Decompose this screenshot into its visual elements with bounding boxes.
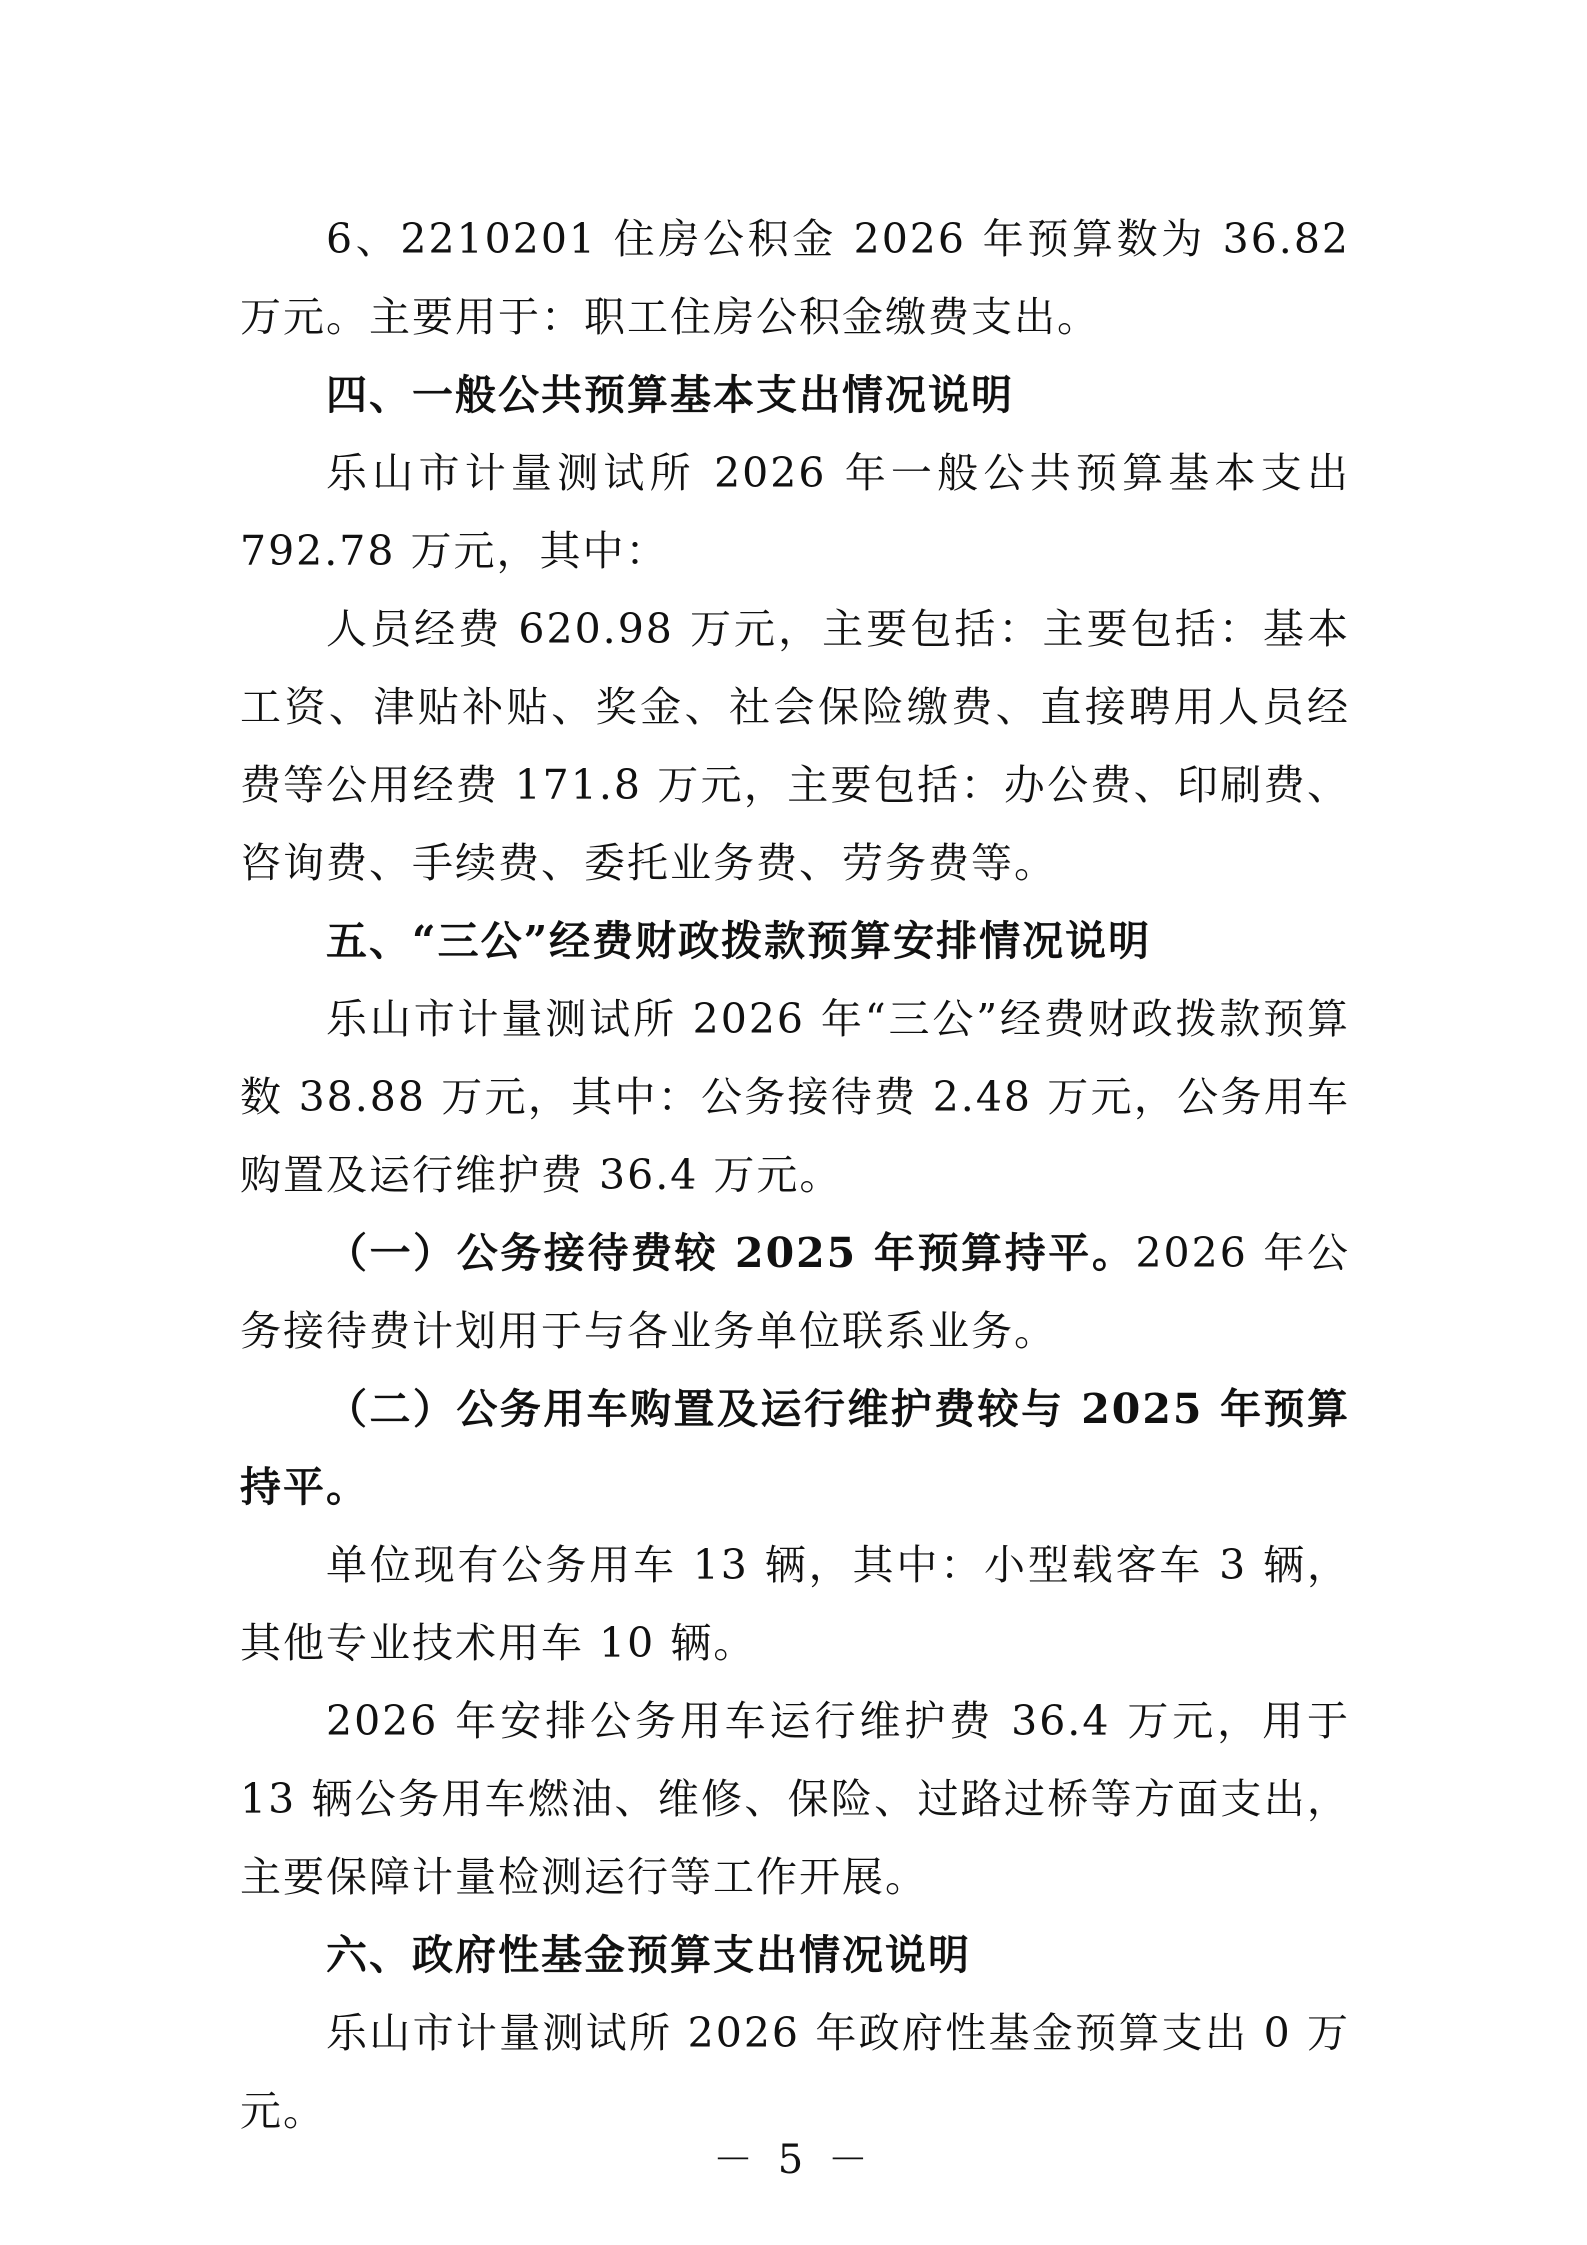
paragraph-three-public-expenses: 乐山市计量测试所 2026 年“三公”经费财政拨款预算数 38.88 万元，其中：公务接待费 2.48 万元，公务用车购置及运行维护费 36.4 万元。 xyxy=(240,995,1350,1199)
paragraph-basic-expenditure: 乐山市计量测试所 2026 年一般公共预算基本支出 792.78 万元，其中： xyxy=(240,449,1350,575)
paragraph-vehicle-count: 单位现有公务用车 13 辆，其中：小型载客车 3 辆，其他专业技术用车 10 辆。 xyxy=(240,1541,1350,1667)
paragraph-government-fund: 乐山市计量测试所 2026 年政府性基金预算支出 0 万元。 xyxy=(240,2009,1350,2135)
section-heading-6: 六、政府性基金预算支出情况说明 xyxy=(326,1931,971,1979)
paragraph-vehicle-maintenance: 2026 年安排公务用车运行维护费 36.4 万元，用于 13 辆公务用车燃油、维修、保险、过路过桥等方面支出，主要保障计量检测运行等工作开展。 xyxy=(240,1697,1350,1901)
paragraph-housing-fund: 6、2210201 住房公积金 2026 年预算数为 36.82 万元。主要用于：职工住房公积金缴费支出。 xyxy=(240,215,1350,341)
paragraph-personnel-cost: 人员经费 620.98 万元，主要包括：主要包括：基本工资、津贴补贴、奖金、社会保险缴费、直接聘用人员经费等 xyxy=(240,605,1350,809)
paragraph-vehicle-fee-heading: （二）公务用车购置及运行维护费较与 2025 年预算持平。 xyxy=(240,1385,1350,1511)
paragraph-reception-fee xyxy=(240,1214,1350,1370)
page-number: － 5 － xyxy=(713,2137,874,2183)
reception-fee-lead: （一）公务接待费较 2025 年预算持平。 xyxy=(326,1229,1136,1277)
section-heading-5: 五、“三公”经费财政拨款预算安排情况说明 xyxy=(326,917,1152,965)
paragraph-public-cost: 公用经费 171.8 万元，主要包括：办公费、印刷费、咨询费、手续费、委托业务费、劳务费等。 xyxy=(240,761,1350,887)
section-heading-4: 四、一般公共预算基本支出情况说明 xyxy=(326,371,1014,419)
reception-fee-detail: 2026 年公务接待费计划用于与各业务单位联系业务。 xyxy=(240,1229,1350,1355)
